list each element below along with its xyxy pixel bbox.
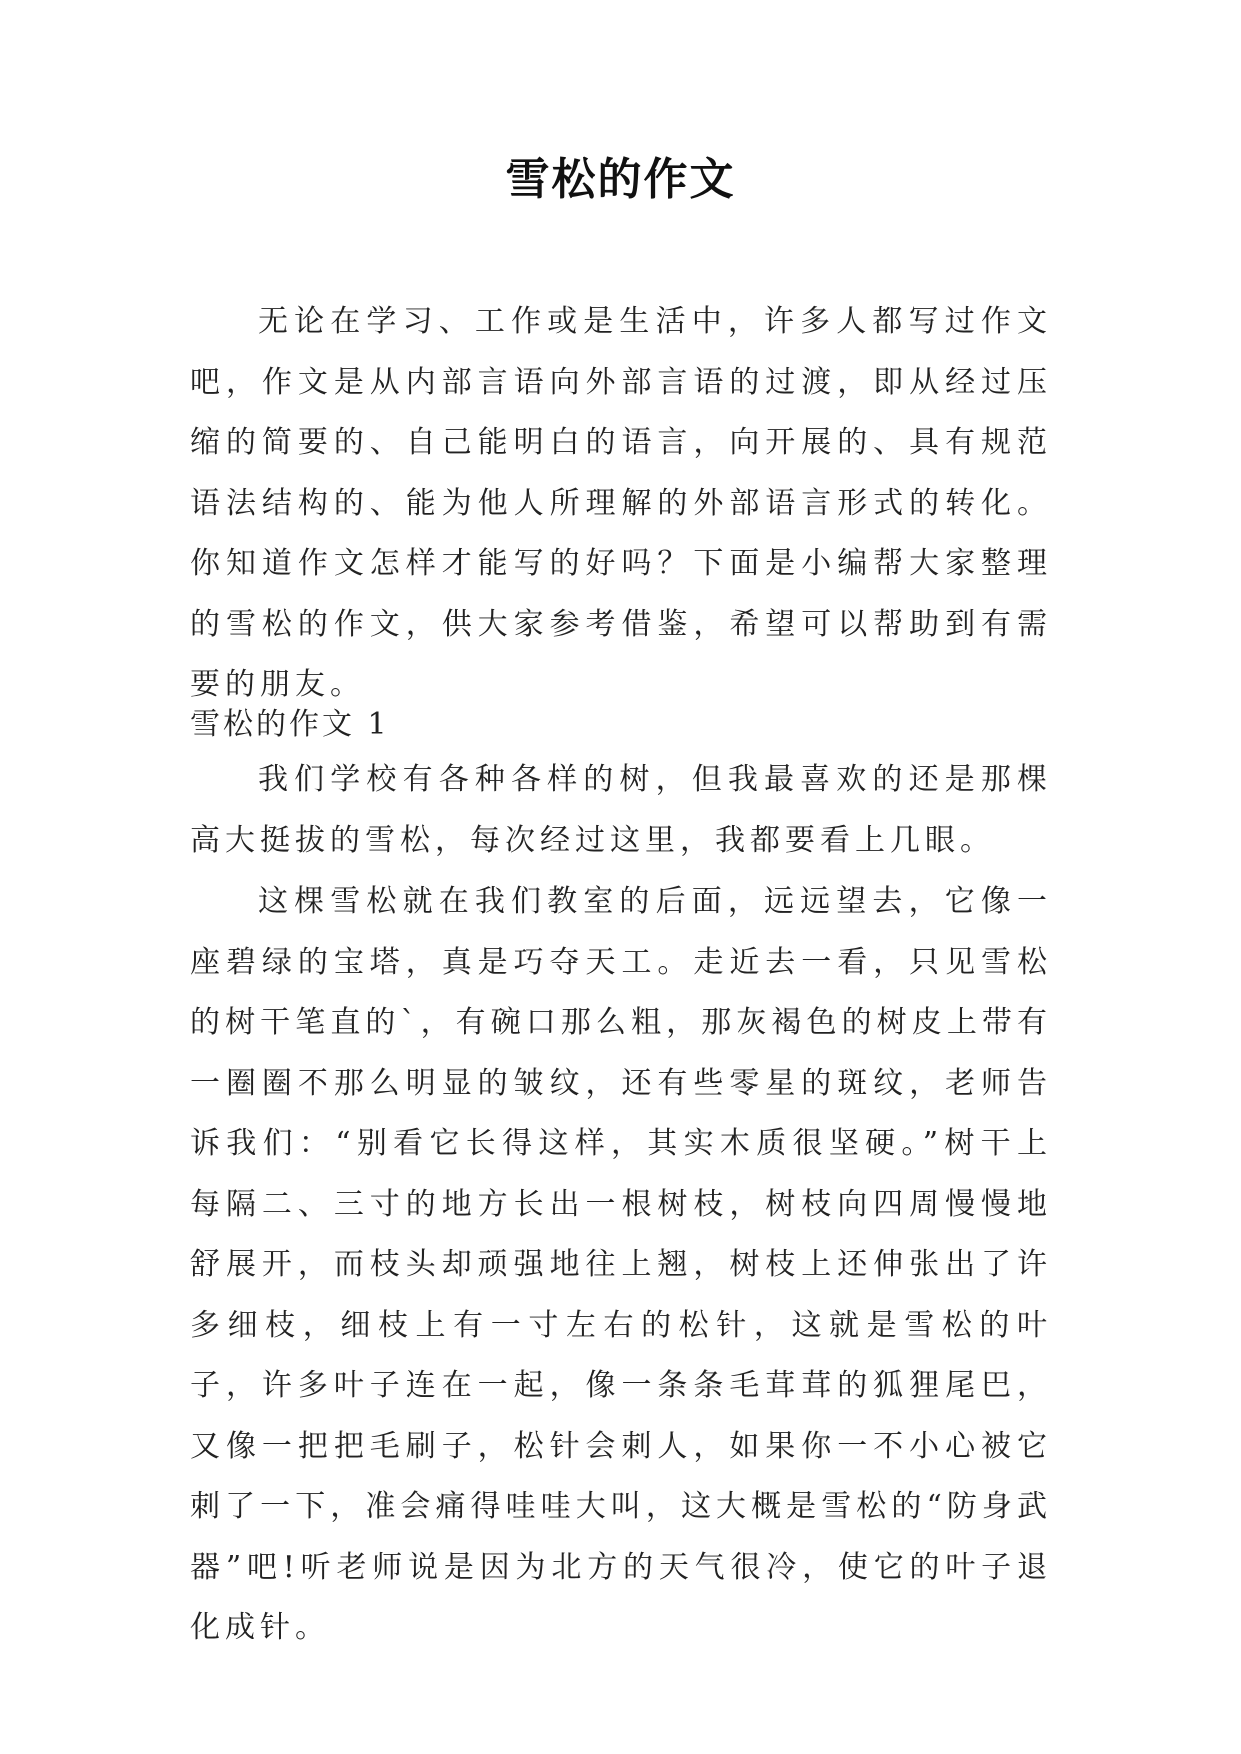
document-title: 雪松的作文 <box>505 154 736 205</box>
body-paragraph-1: 我们学校有各种各样的树，但我最喜欢的还是那棵高大挺拔的雪松，每次经过这里，我都要看上几眼。 <box>190 762 1052 858</box>
body-paragraph-2: 这棵雪松就在我们教室的后面，远远望去，它像一座碧绿的宝塔，真是巧夺天工。走近去一看，只见雪松的树干笔直的`，有碗口那么粗，那灰褐色的树皮上带有一圈圈不那么明显的皱纹，还有些零星的斑纹，老师告诉我们：“别看它长得这样，其实木质很坚硬。”树干上每隔二、三寸的地方长出一根树枝，树枝向四周慢慢地舒展开，而枝头却顽强地往上翘，树枝上还伸张出了许多细枝，细枝上有一寸左右的松针，这就是雪松的叶子，许多叶子连在一起，像一条条毛茸茸的狐狸尾巴，又像一把把毛刷子，松针会刺人，如果你一不小心被它刺了一下，准会痛得哇哇大叫，这大概是雪松的“防身武器”吧!听老师说是因为北方的天气很冷，使它的叶子退化成针。 <box>190 884 1052 1645</box>
section-heading: 雪松的作文 1 <box>190 707 390 742</box>
intro-paragraph: 无论在学习、工作或是生活中，许多人都写过作文吧，作文是从内部言语向外部言语的过渡，即从经过压缩的简要的、自己能明白的语言，向开展的、具有规范语法结构的、能为他人所理解的外部语言形式的转化。你知道作文怎样才能写的好吗？下面是小编帮大家整理的雪松的作文，供大家参考借鉴，希望可以帮助到有需要的朋友。 <box>190 304 1052 702</box>
